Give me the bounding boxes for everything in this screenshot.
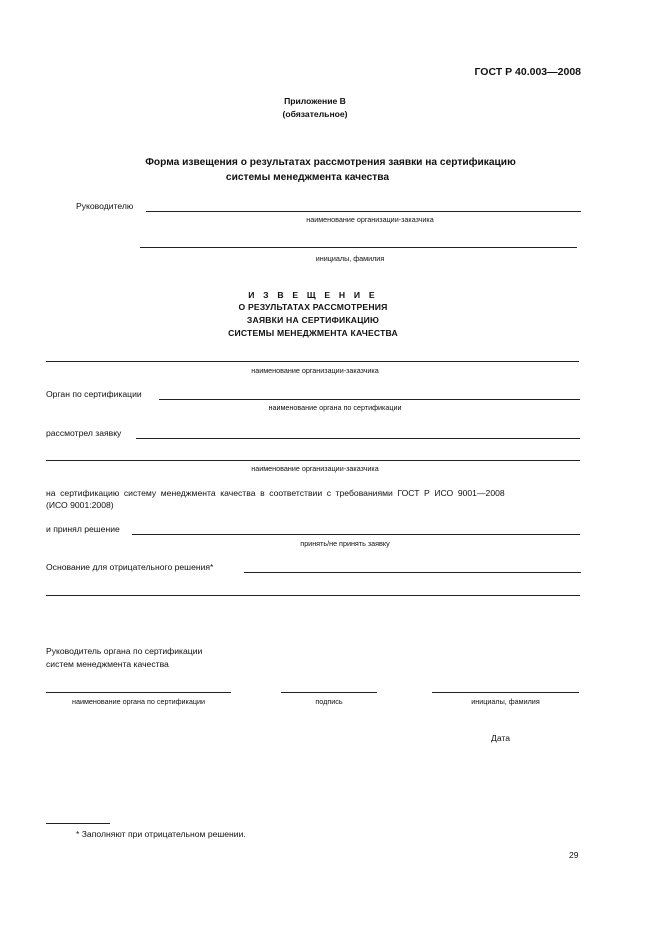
signature-body-line[interactable] — [46, 692, 231, 693]
addressee-name-caption: инициалы, фамилия — [315, 254, 385, 263]
footnote-text: * Заполняют при отрицательном решении. — [76, 829, 246, 839]
date-label: Дата — [491, 733, 511, 743]
form-title-line1: Форма извещения о результатах рассмотрения заявки на сертификацию — [145, 157, 516, 168]
page-number: 29 — [569, 850, 579, 860]
standard-code: ГОСТ Р 40.003—2008 — [474, 66, 581, 78]
addressee-org-line[interactable] — [146, 211, 581, 212]
reviewed-label: рассмотрел заявку — [46, 428, 122, 438]
head-title-line2: систем менеджмента качества — [46, 659, 169, 669]
head-title-line1: Руководитель органа по сертификации — [46, 646, 203, 656]
cert-body-caption: наименование органа по сертификации — [268, 403, 402, 412]
footnote-rule — [46, 823, 110, 824]
reason-label: Основание для отрицательного решения* — [46, 562, 214, 572]
decision-caption: принять/не принять заявку — [300, 539, 390, 548]
signature-sign-line[interactable] — [281, 692, 377, 693]
signature-body-caption: наименование органа по сертификации — [71, 697, 206, 706]
cert-text-line2: (ИСО 9001:2008) — [46, 500, 114, 510]
client-org-line[interactable] — [46, 361, 579, 362]
notice-heading-line4: СИСТЕМЫ МЕНЕДЖМЕНТА КАЧЕСТВА — [228, 328, 398, 338]
decision-label: и принял решение — [46, 524, 120, 534]
signature-name-line[interactable] — [432, 692, 579, 693]
signature-sign-caption: подпись — [315, 697, 343, 706]
client-org-caption: наименование организации-заказчика — [251, 366, 379, 375]
appendix-title: Приложение В — [284, 96, 346, 106]
cert-text-line1: на сертификацию систему менеджмента качества в соответствии с требованиями ГОСТ Р ИСО 9001—2008 — [46, 488, 505, 498]
reason-line-2[interactable] — [46, 595, 580, 596]
notice-heading-line3: ЗАЯВКИ НА СЕРТИФИКАЦИЮ — [246, 315, 380, 325]
client-org-line-2[interactable] — [46, 460, 580, 461]
addressee-org-caption: наименование организации-заказчика — [306, 215, 434, 224]
appendix-status: (обязательное) — [282, 109, 348, 119]
notice-heading-line1: И З В Е Щ Е Н И Е — [248, 290, 378, 300]
reviewed-line[interactable] — [136, 438, 580, 439]
cert-body-line[interactable] — [159, 399, 580, 400]
notice-heading-line2: О РЕЗУЛЬТАТАХ РАССМОТРЕНИЯ — [238, 302, 388, 312]
reason-line[interactable] — [244, 572, 581, 573]
client-org-caption-2: наименование организации-заказчика — [251, 464, 379, 473]
addressee-name-line[interactable] — [140, 247, 577, 248]
cert-body-label: Орган по сертификации — [46, 389, 142, 399]
signature-name-caption: инициалы, фамилия — [471, 697, 540, 706]
addressee-label: Руководителю — [76, 201, 134, 211]
form-title-line2: системы менеджмента качества — [225, 172, 390, 183]
decision-line[interactable] — [132, 534, 580, 535]
